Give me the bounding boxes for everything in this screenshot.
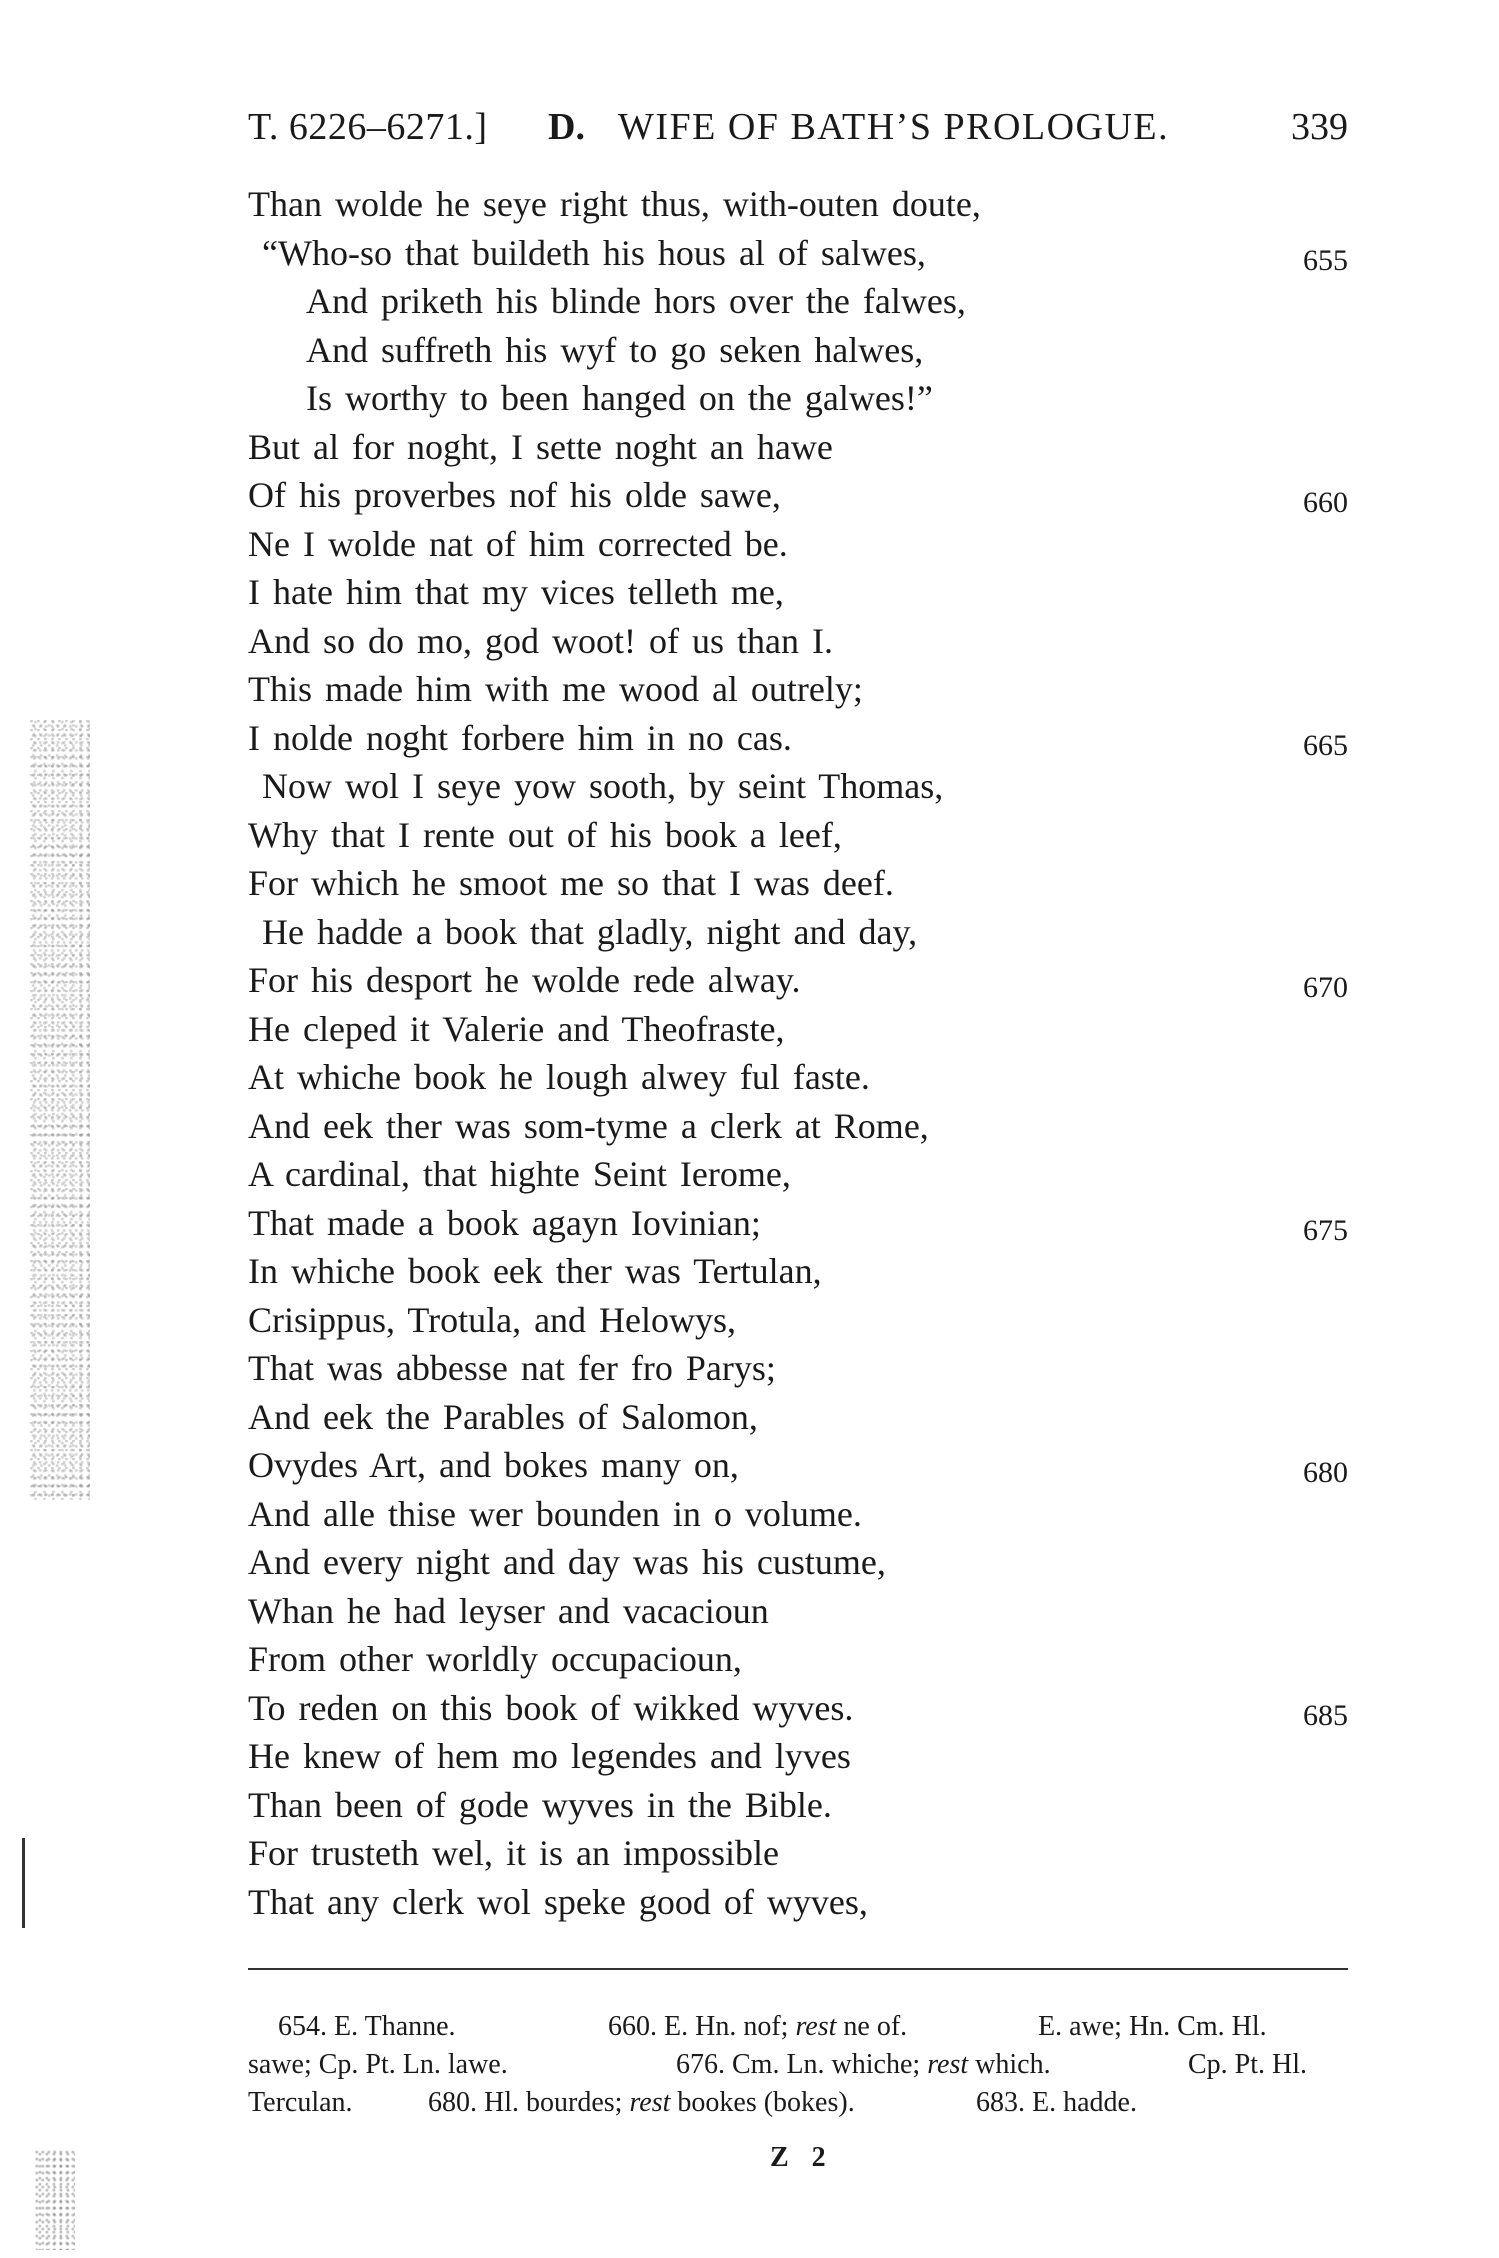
verse-line-text: Crisippus, Trotula, and Helowys, bbox=[248, 1299, 737, 1340]
verse-line bbox=[248, 1538, 1348, 1587]
verse-line-text: “Who-so that buildeth his hous al of salwes, bbox=[262, 232, 926, 273]
verse-line bbox=[248, 471, 1348, 520]
verse-line bbox=[248, 1829, 1348, 1878]
note-entry: sawe; Cp. Pt. Ln. lawe. bbox=[248, 2049, 508, 2080]
line-number: 680 bbox=[1303, 1456, 1348, 1489]
verse-line-text: He cleped it Valerie and Theofraste, bbox=[248, 1008, 785, 1049]
verse-line bbox=[248, 1344, 1348, 1393]
verse-line bbox=[248, 1878, 1348, 1927]
margin-mark bbox=[22, 1838, 25, 1928]
verse-line-text: Is worthy to been hanged on the galwes!” bbox=[306, 378, 933, 418]
verse-line-text: Than wolde he seye right thus, with-outen doute, bbox=[248, 184, 981, 224]
verse-line bbox=[248, 956, 1348, 1005]
line-number: 655 bbox=[1303, 243, 1348, 277]
verse-line bbox=[248, 1150, 1348, 1199]
verse-line-text: Ovydes Art, and bokes many on, bbox=[248, 1445, 739, 1485]
verse-line bbox=[248, 714, 1348, 763]
verse-line-text: This made him with me wood al outrely; bbox=[248, 669, 863, 709]
note-line bbox=[248, 2008, 1348, 2046]
note-line bbox=[248, 2084, 1348, 2122]
verse-line-text: I nolde noght forbere him in no cas. bbox=[248, 717, 792, 758]
verse-line-text: That made a book agayn Iovinian; bbox=[248, 1202, 761, 1243]
verse-line-text: And every night and day was his custume, bbox=[248, 1542, 886, 1582]
verse-line bbox=[248, 326, 1348, 375]
verse-line bbox=[248, 665, 1348, 714]
note-entry: 683. E. hadde. bbox=[976, 2087, 1137, 2118]
textual-notes bbox=[248, 2008, 1348, 2122]
verse-line bbox=[248, 277, 1348, 326]
verse-line-text: And eek ther was som-tyme a clerk at Rome, bbox=[248, 1105, 929, 1146]
verse-line bbox=[248, 811, 1348, 860]
verse-line-text: He knew of hem mo legendes and lyves bbox=[248, 1736, 851, 1776]
verse-line bbox=[248, 229, 1348, 278]
note-entry: Terculan. bbox=[248, 2087, 353, 2118]
line-range: T. 6226–6271.] bbox=[248, 106, 488, 148]
verse-line bbox=[248, 1053, 1348, 1102]
verse-line-text: A cardinal, that highte Seint Ierome, bbox=[248, 1154, 791, 1194]
binding-edge-speckle bbox=[30, 720, 90, 1500]
note-entry: 660. E. Hn. nof; rest ne of. bbox=[608, 2011, 908, 2042]
note-entry: 654. E. Thanne. bbox=[278, 2011, 456, 2042]
verse-line bbox=[248, 520, 1348, 569]
verse-line-text: I hate him that my vices telleth me, bbox=[248, 572, 784, 612]
verse-line bbox=[248, 1005, 1348, 1054]
page-number: 339 bbox=[1291, 106, 1348, 148]
verse-line bbox=[248, 908, 1348, 957]
line-number: 670 bbox=[1303, 971, 1348, 1004]
verse-line bbox=[248, 617, 1348, 666]
verse-line-text: And suffreth his wyf to go seken halwes, bbox=[306, 329, 924, 370]
binding-edge-speckle-bottom bbox=[35, 2150, 75, 2250]
verse-line-text: For trusteth wel, it is an impossible bbox=[248, 1833, 779, 1873]
verse-line bbox=[248, 1441, 1348, 1490]
verse-line-text: For which he smoot me so that I was deef. bbox=[248, 863, 894, 903]
verse-line bbox=[248, 859, 1348, 908]
verse-line bbox=[248, 1199, 1348, 1248]
verse-line-text: That was abbesse nat fer fro Parys; bbox=[248, 1348, 776, 1388]
verse-line-text: And so do mo, god woot! of us than I. bbox=[248, 620, 833, 661]
note-line bbox=[248, 2046, 1348, 2084]
verse-block bbox=[248, 180, 1348, 1926]
note-entry: 676. Cm. Ln. whiche; rest which. bbox=[676, 2049, 1051, 2080]
verse-line-text: Whan he had leyser and vacacioun bbox=[248, 1590, 769, 1631]
note-entry: E. awe; Hn. Cm. Hl. bbox=[1038, 2011, 1267, 2042]
verse-line-text: For his desport he wolde rede alway. bbox=[248, 960, 801, 1000]
note-entry: 680. Hl. bourdes; rest bookes (bokes). bbox=[428, 2087, 855, 2118]
verse-line bbox=[248, 1684, 1348, 1733]
note-entry: Cp. Pt. Hl. bbox=[1188, 2049, 1308, 2080]
verse-line bbox=[248, 423, 1348, 472]
verse-line bbox=[248, 1393, 1348, 1442]
verse-line bbox=[248, 374, 1348, 423]
verse-line-text: Of his proverbes nof his olde sawe, bbox=[248, 475, 781, 515]
header-title: WIFE OF BATH’S PROLOGUE. bbox=[618, 106, 1170, 148]
verse-line-text: To reden on this book of wikked wyves. bbox=[248, 1687, 854, 1728]
verse-line-text: Now wol I seye yow sooth, by seint Thomas, bbox=[262, 766, 944, 806]
verse-line-text: From other worldly occupacioun, bbox=[248, 1639, 742, 1679]
verse-line bbox=[248, 1781, 1348, 1830]
line-number: 675 bbox=[1303, 1213, 1348, 1247]
verse-line-text: At whiche book he lough alwey ful faste. bbox=[248, 1057, 870, 1097]
line-number: 665 bbox=[1303, 728, 1348, 762]
verse-line-text: And eek the Parables of Salomon, bbox=[248, 1396, 758, 1437]
line-number: 660 bbox=[1303, 486, 1348, 519]
verse-line bbox=[248, 1102, 1348, 1151]
verse-line-text: In whiche book eek ther was Tertulan, bbox=[248, 1251, 822, 1291]
verse-line bbox=[248, 1732, 1348, 1781]
verse-line bbox=[248, 762, 1348, 811]
verse-line-text: But al for noght, I sette noght an hawe bbox=[248, 426, 833, 467]
signature-mark: Z 2 bbox=[770, 2142, 834, 2173]
verse-line-text: Why that I rente out of his book a leef, bbox=[248, 814, 842, 855]
verse-line bbox=[248, 1247, 1348, 1296]
verse-line bbox=[248, 1587, 1348, 1636]
footnote-rule bbox=[248, 1968, 1348, 1970]
verse-line bbox=[248, 1296, 1348, 1345]
line-number: 685 bbox=[1303, 1698, 1348, 1732]
verse-line bbox=[248, 1635, 1348, 1684]
verse-line-text: And alle thise wer bounden in o volume. bbox=[248, 1493, 862, 1534]
verse-line-text: And priketh his blinde hors over the falwes, bbox=[306, 281, 966, 321]
verse-line bbox=[248, 568, 1348, 617]
verse-line bbox=[248, 1490, 1348, 1539]
verse-line bbox=[248, 180, 1348, 229]
running-header bbox=[248, 102, 1348, 152]
verse-line-text: Than been of gode wyves in the Bible. bbox=[248, 1784, 832, 1825]
verse-line-text: He hadde a book that gladly, night and day, bbox=[262, 911, 918, 952]
section-letter: D. bbox=[548, 106, 585, 148]
verse-line-text: That any clerk wol speke good of wyves, bbox=[248, 1881, 868, 1922]
verse-line-text: Ne I wolde nat of him corrected be. bbox=[248, 523, 788, 564]
